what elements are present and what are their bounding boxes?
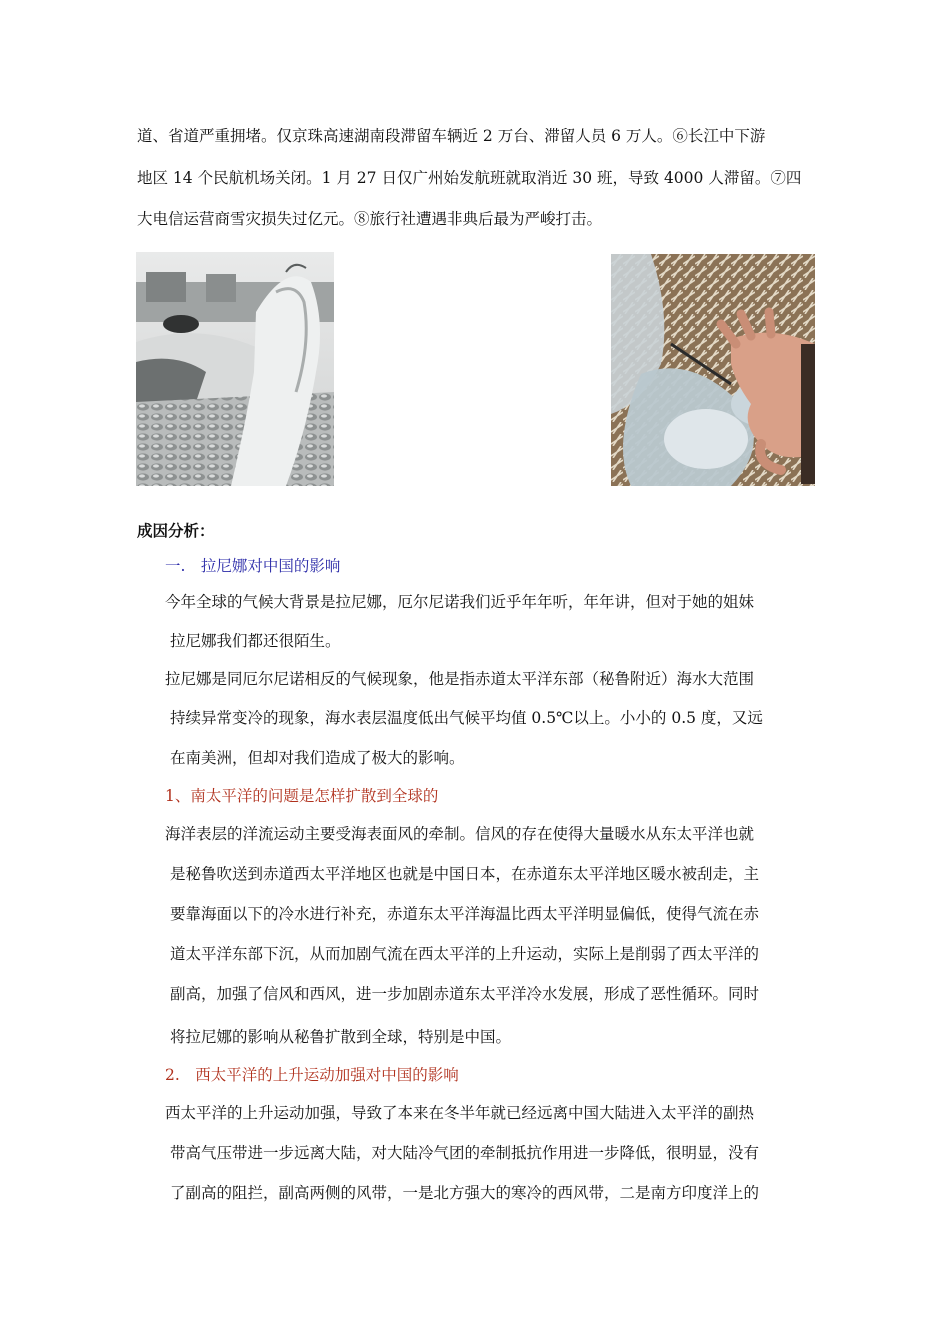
part1-para1-line-2: 拉尼娜我们都还很陌生。 [170, 632, 341, 650]
intro-line-2: 地区 14 个民航机场关闭。1 月 27 日仅广州始发航班就取消近 30 班，导致 4000 人滞留。⑦四 [137, 169, 802, 187]
part1-para1-line-1: 今年全球的气候大背景是拉尼娜，厄尔尼诺我们近乎年年听，年年讲，但对于她的姐妹 [165, 593, 755, 611]
sub2-heading: 2. 西太平洋的上升运动加强对中国的影响 [165, 1066, 459, 1084]
sub1-line-3: 要靠海面以下的冷水进行补充，赤道东太平洋海温比西太平洋明显偏低，使得气流在赤 [170, 905, 760, 923]
ice-hand-photo [611, 254, 815, 486]
sub1-heading: 1、南太平洋的问题是怎样扩散到全球的 [165, 787, 439, 805]
sub1-line-2: 是秘鲁吹送到赤道西太平洋地区也就是中国日本，在赤道东太平洋地区暖水被刮走，主 [170, 865, 760, 883]
ice-landscape-photo [136, 252, 334, 486]
sub2-line-1: 西太平洋的上升运动加强，导致了本来在冬半年就已经远离中国大陆进入太平洋的副热 [165, 1104, 755, 1122]
part1-para2-line-2: 持续异常变冷的现象，海水表层温度低出气候平均值 0.5℃以上。小小的 0.5 度，又远 [170, 709, 763, 727]
sub1-line-1: 海洋表层的洋流运动主要受海表面风的牵制。信风的存在使得大量暖水从东太平洋也就 [165, 825, 755, 843]
sub1-line-6: 将拉尼娜的影响从秘鲁扩散到全球，特别是中国。 [170, 1028, 512, 1046]
sub1-line-5: 副高，加强了信风和西风，进一步加剧赤道东太平洋冷水发展，形成了恶性循环。同时 [170, 985, 760, 1003]
intro-line-1: 道、省道严重拥堵。仅京珠高速湖南段滞留车辆近 2 万台、滞留人员 6 万人。⑥长江中下游 [137, 127, 766, 145]
intro-line-3: 大电信运营商雪灾损失过亿元。⑧旅行社遭遇非典后最为严峻打击。 [137, 210, 603, 228]
section-heading: 成因分析： [137, 521, 215, 540]
sub1-line-4: 道太平洋东部下沉，从而加剧气流在西太平洋的上升运动，实际上是削弱了西太平洋的 [170, 945, 760, 963]
sub2-line-2: 带高气压带进一步远离大陆，对大陆冷气团的牵制抵抗作用进一步降低，很明显，没有 [170, 1144, 760, 1162]
part1-para2-line-3: 在南美洲，但却对我们造成了极大的影响。 [170, 749, 465, 767]
part1-heading: 一. 拉尼娜对中国的影响 [165, 557, 341, 575]
sub2-line-3: 了副高的阻拦，副高两侧的风带，一是北方强大的寒冷的西风带，二是南方印度洋上的 [170, 1184, 760, 1202]
part1-para2-line-1: 拉尼娜是同厄尔尼诺相反的气候现象，他是指赤道太平洋东部（秘鲁附近）海水大范围 [165, 670, 755, 688]
